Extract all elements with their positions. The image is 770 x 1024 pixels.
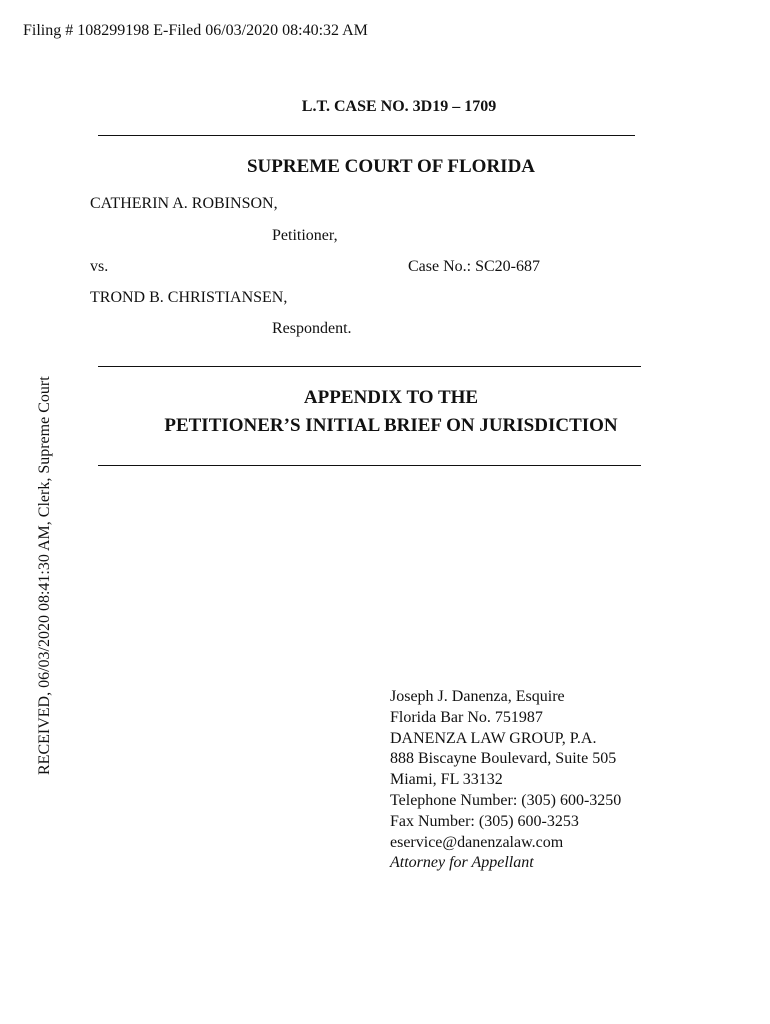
versus-label: vs. (90, 258, 109, 275)
respondent-role: Respondent. (272, 320, 352, 337)
received-stamp: RECEIVED, 06/03/2020 08:41:30 AM, Clerk, Supreme Court (36, 376, 53, 775)
top-divider (98, 135, 635, 136)
respondent-name: TROND B. CHRISTIANSEN, (90, 289, 288, 306)
petitioner-name: CATHERIN A. ROBINSON, (90, 195, 278, 212)
street-address: 888 Biscayne Boulevard, Suite 505 (390, 750, 617, 768)
title-divider (98, 465, 641, 466)
court-title: SUPREME COURT OF FLORIDA (246, 156, 536, 177)
lt-case-number: L.T. CASE NO. 3D19 – 1709 (301, 98, 497, 115)
appendix-title-line-2: PETITIONER’S INITIAL BRIEF ON JURISDICTION (164, 415, 618, 436)
fax-number: Fax Number: (305) 600-3253 (390, 812, 579, 830)
attorney-role: Attorney for Appellant (390, 854, 534, 872)
petitioner-role: Petitioner, (272, 227, 338, 244)
case-number: Case No.: SC20-687 (408, 258, 540, 275)
bar-number: Florida Bar No. 751987 (390, 708, 543, 726)
attorney-name: Joseph J. Danenza, Esquire (390, 688, 565, 705)
signature-block (390, 687, 621, 874)
law-firm: DANENZA LAW GROUP, P.A. (390, 729, 597, 747)
telephone-number: Telephone Number: (305) 600-3250 (390, 791, 622, 809)
caption-divider (98, 366, 641, 367)
appendix-title-line-1: APPENDIX TO THE (303, 387, 479, 408)
service-email: eservice@danenzalaw.com (390, 833, 564, 851)
city-state-zip: Miami, FL 33132 (390, 771, 503, 789)
filing-stamp: Filing # 108299198 E-Filed 06/03/2020 08:40:32 AM (23, 22, 368, 39)
appendix-title (0, 384, 770, 440)
